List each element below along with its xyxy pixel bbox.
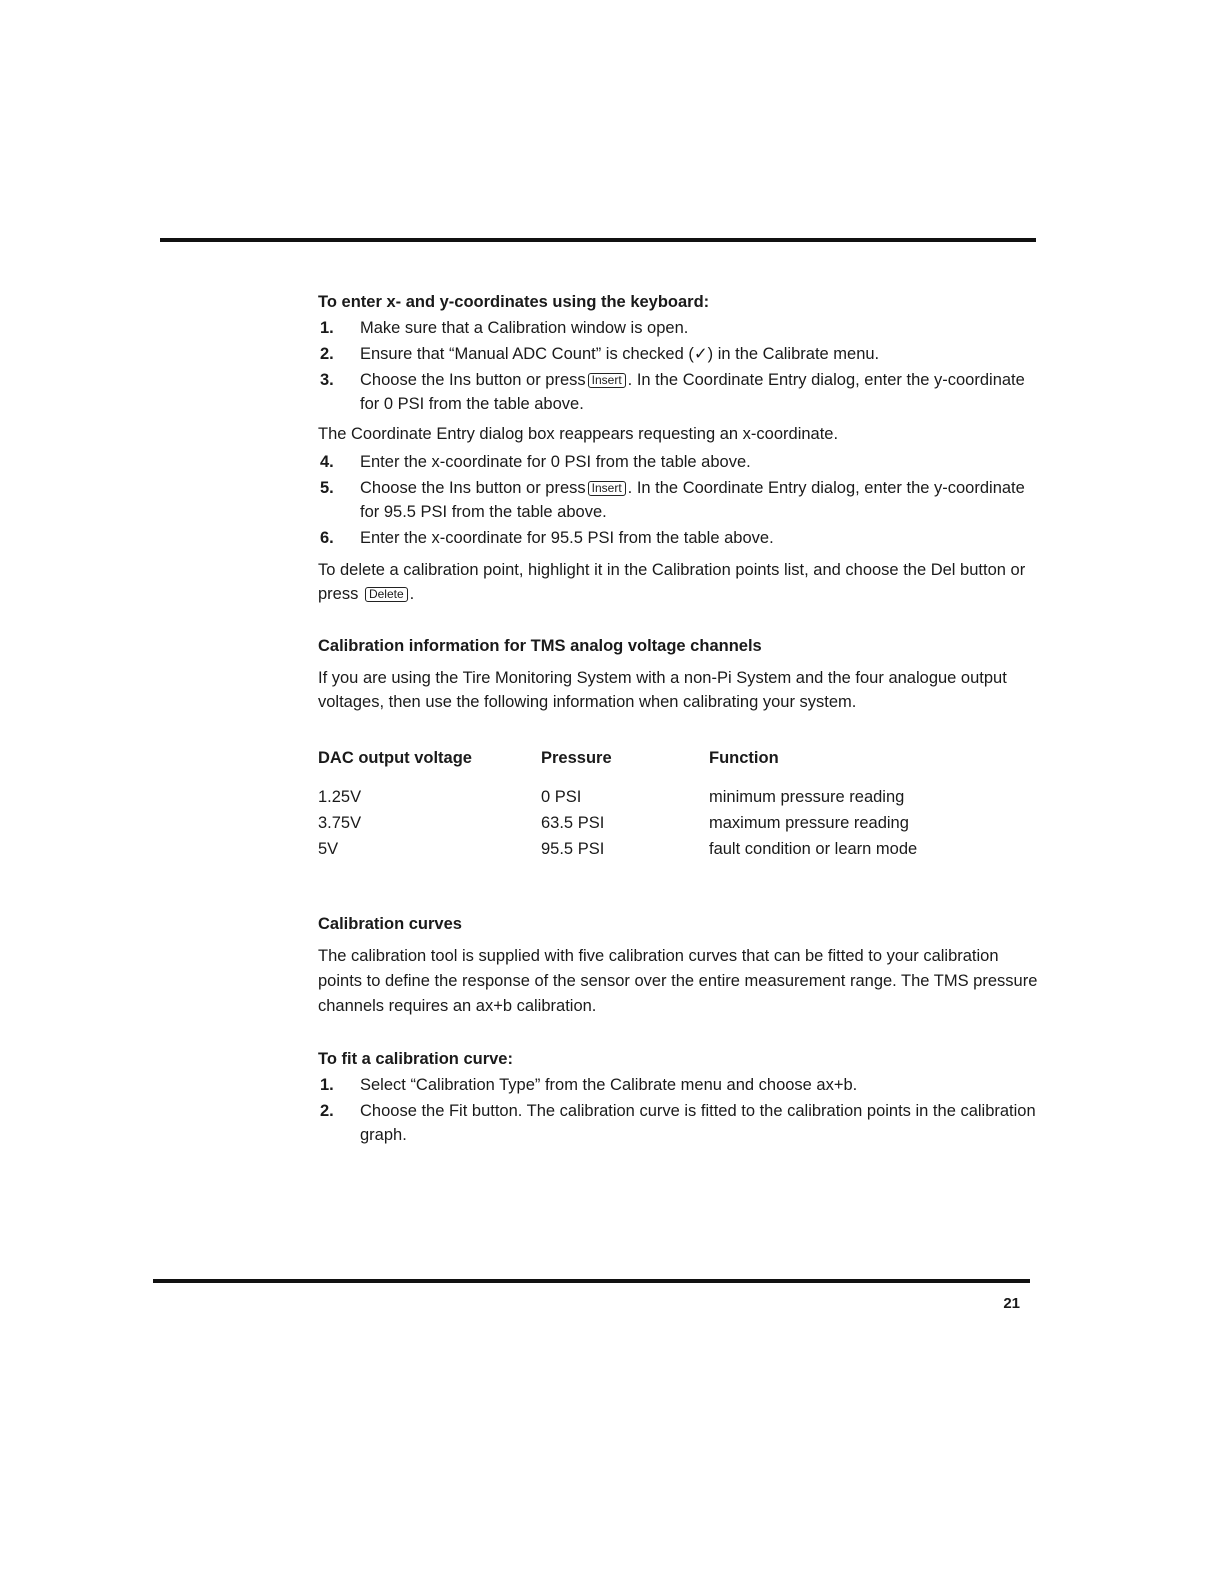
list-item (318, 316, 1038, 340)
step-text: Choose the Ins button or press (360, 479, 586, 497)
tms-section (318, 634, 1038, 862)
table-cell: 0 PSI (541, 788, 582, 806)
step-number: 2. (320, 345, 334, 363)
top-rule (160, 238, 1036, 242)
step-number: 5. (320, 479, 334, 497)
page-number: 21 (1003, 1295, 1020, 1312)
step-number: 4. (320, 453, 334, 471)
table-cell: 1.25V (318, 788, 362, 806)
step-text: Choose the Ins button or press (360, 371, 586, 389)
list-item (318, 1073, 1038, 1097)
step-number: 1. (320, 319, 334, 337)
table-row (318, 836, 1029, 862)
list-item (318, 368, 1038, 416)
step-number: 2. (320, 1102, 334, 1120)
keyboard-heading: To enter x- and y-coordinates using the keyboard: (318, 293, 710, 311)
fit-steps (318, 1073, 1038, 1147)
delete-instructions (318, 558, 1038, 606)
list-item (318, 342, 1038, 366)
table-cell: 3.75V (318, 814, 362, 832)
table-cell: 63.5 PSI (541, 814, 605, 832)
step-number: 3. (320, 371, 334, 389)
step-text: Choose the Fit button. The calibration curve is fitted to the calibration points in the calibration graph. (360, 1102, 1036, 1144)
keyboard-steps-continued (318, 450, 1038, 550)
curves-paragraph: The calibration tool is supplied with five calibration curves that can be fitted to your calibration points to define the response of the sensor over the entire measurement range. The TMS pressure channels requires an ax+b calibration. (318, 947, 1038, 1015)
list-item (318, 476, 1038, 524)
list-item (318, 1099, 1038, 1147)
table-row (318, 810, 1029, 836)
column-header: Pressure (541, 749, 612, 767)
step-number: 1. (320, 1076, 334, 1094)
delete-key-glyph: Delete (365, 587, 408, 602)
curves-heading: Calibration curves (318, 915, 462, 933)
step-text: Select “Calibration Type” from the Calibrate menu and choose ax+b. (360, 1076, 858, 1094)
keyboard-steps (318, 316, 1038, 416)
step-text: Make sure that a Calibration window is open. (360, 319, 689, 337)
insert-key-glyph: Insert (588, 481, 626, 496)
tms-heading: Calibration information for TMS analog voltage channels (318, 637, 762, 655)
list-item (318, 526, 1038, 550)
tms-paragraph: If you are using the Tire Monitoring System with a non-Pi System and the four analogue output voltages, then use the following information when calibrating your system. (318, 669, 1007, 711)
delete-text: To delete a calibration point, highlight it in the Calibration points list, and choose the Del button or press (318, 561, 1026, 603)
step-text: Ensure that “Manual ADC Count” is checked (✓) in the Calibrate menu. (360, 345, 880, 363)
dialog-note: The Coordinate Entry dialog box reappears requesting an x-coordinate. (318, 425, 839, 443)
table-cell: minimum pressure reading (709, 788, 905, 806)
step-text: . In the Coordinate Entry dialog, enter the y-coordinate for 95.5 PSI from the table above. (360, 479, 1025, 521)
list-item (318, 450, 1038, 474)
step-text: Enter the x-coordinate for 95.5 PSI from the table above. (360, 529, 774, 547)
curves-section (318, 912, 1038, 1019)
step-text: Enter the x-coordinate for 0 PSI from the table above. (360, 453, 751, 471)
insert-key-glyph: Insert (588, 373, 626, 388)
fit-heading: To fit a calibration curve: (318, 1050, 513, 1068)
table-cell: 5V (318, 840, 339, 858)
fit-section (318, 1047, 1038, 1147)
table-cell: maximum pressure reading (709, 814, 909, 832)
table-header-row (318, 740, 1029, 784)
delete-text-end: . (409, 585, 415, 603)
step-number: 6. (320, 529, 334, 547)
column-header: Function (709, 749, 779, 767)
bottom-rule (153, 1279, 1030, 1283)
column-header: DAC output voltage (318, 749, 472, 767)
step-text: . In the Coordinate Entry dialog, enter the y-coordinate for 0 PSI from the table above. (360, 371, 1025, 413)
dac-table (318, 740, 1029, 862)
table-cell: fault condition or learn mode (709, 840, 918, 858)
page-content (318, 290, 1038, 1149)
table-row (318, 784, 1029, 810)
table-cell: 95.5 PSI (541, 840, 605, 858)
